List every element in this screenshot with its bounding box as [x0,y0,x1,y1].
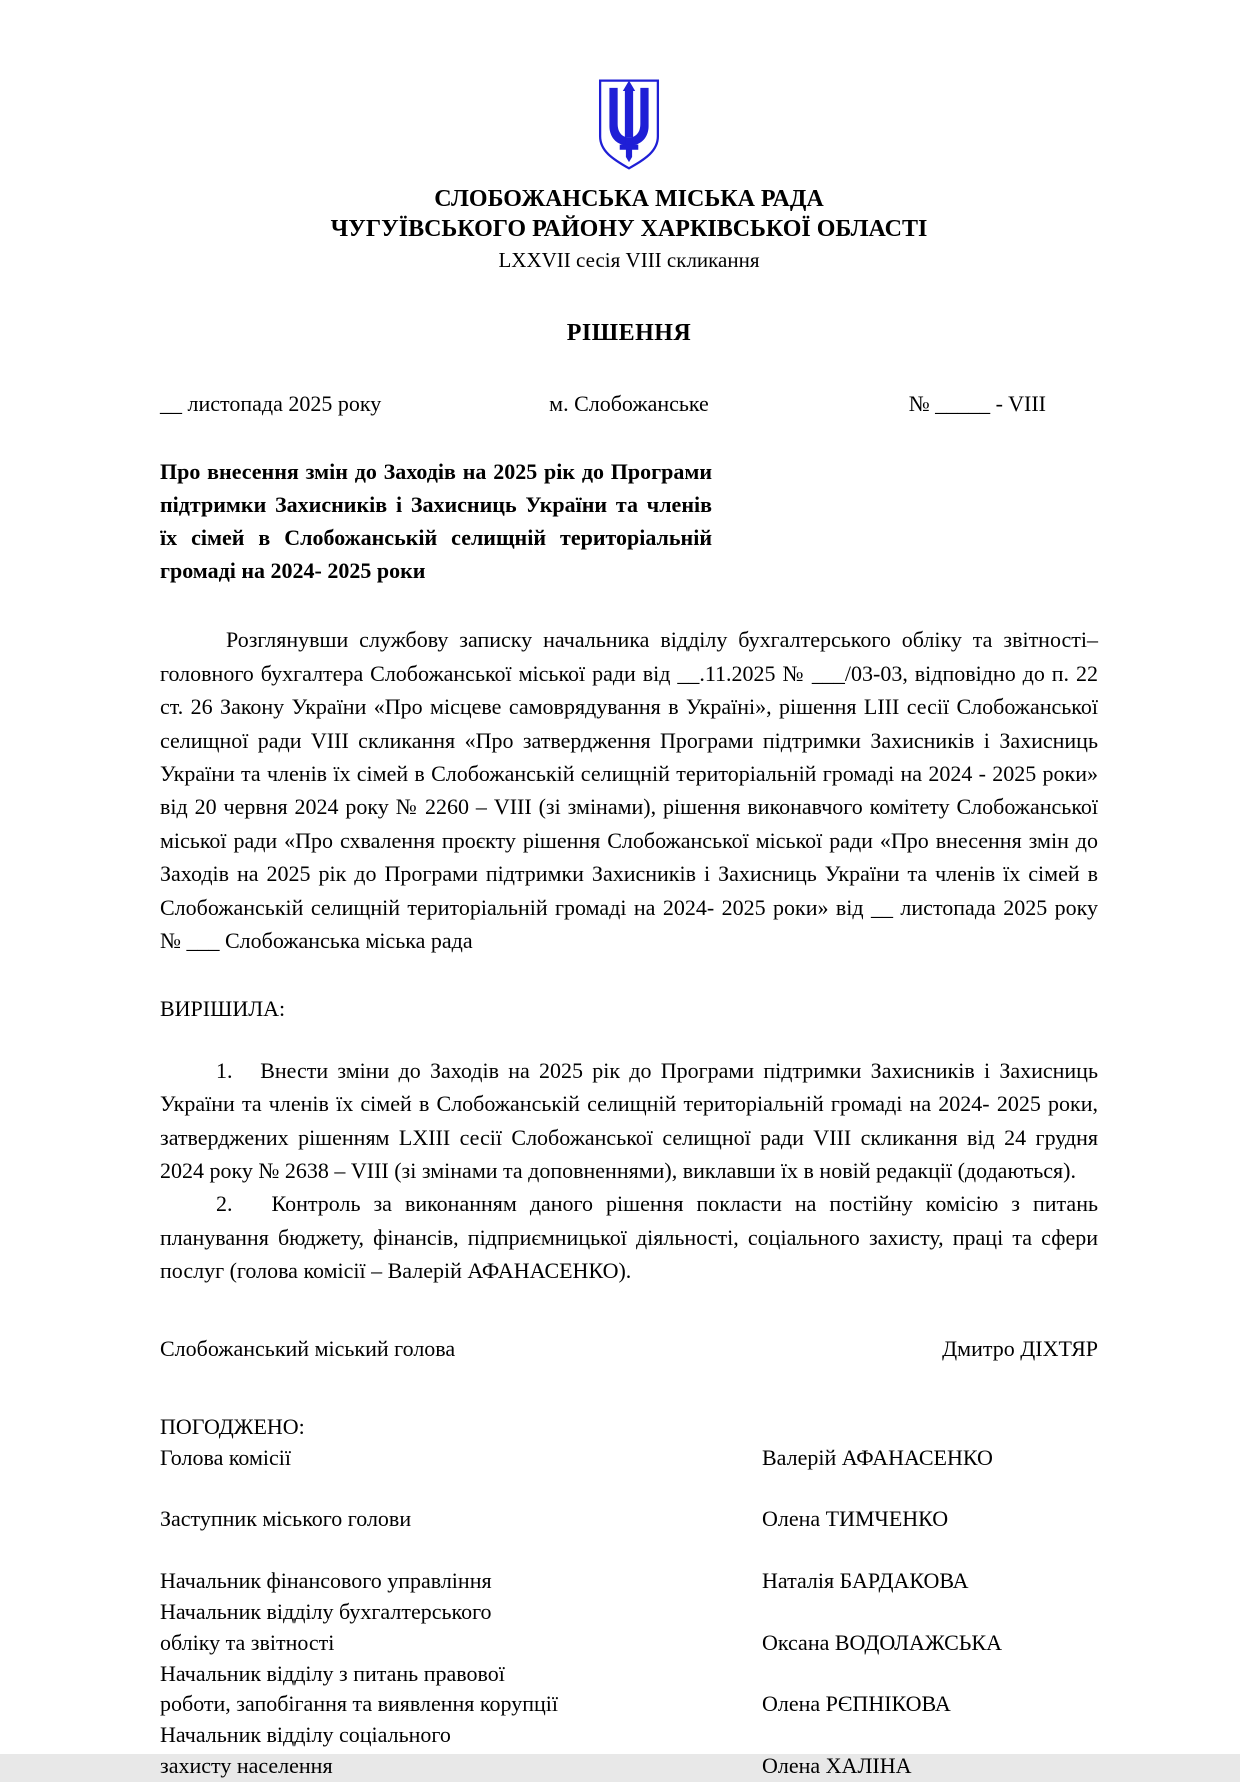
doc-subject: Про внесення змін до Заходів на 2025 рік до Програми підтримки Захисників і Захисниць України та членів їх сімей в Слобожанській селищній територіальній громаді на 2024- 2025 роки [160,459,712,584]
approval-name-vodolazhska: Оксана ВОДОЛАЖСЬКА [762,1629,1002,1655]
approval-label-social-line2: захисту населення [160,1752,333,1778]
resolution-item-1: 1. Внести зміни до Заходів на 2025 рік до Програми підтримки Захисників і Захисниць України та членів їх сімей в Слобожанській селищній територіальній громаді на 2024- 2025 роки, затверджених рішенням LXIII сесії Слобожанської селищної ради VIII скликання від 24 грудня 2024 року № 2638 – VIII (зі змінами та доповненнями), виклавши їх в новій редакції (додаються). [160,1057,1098,1183]
date-row [160,391,1098,417]
agreed-label: ПОГОДЖЕНО: [160,1413,305,1439]
approval-name-afanasenko: Валерій АФАНАСЕНКО [762,1444,993,1470]
doc-type-title: РІШЕННЯ [566,320,692,347]
approval-label-legal-line1: Начальник відділу з питань правової [160,1660,505,1686]
mayor-title: Слобожанський міський голова [160,1335,456,1361]
emblem-container [160,76,1098,180]
resolution-items [160,1054,1098,1288]
approval-label-legal-line2: роботи, запобігання та виявлення корупції [160,1691,558,1717]
approval-name-bardakova: Наталія БАРДАКОВА [762,1568,969,1594]
approval-row-social [160,1720,1098,1782]
approval-label-accounting-line1: Начальник відділу бухгалтерського [160,1598,492,1624]
approval-name-riepnikova: Олена РЄПНІКОВА [762,1691,951,1717]
approval-row-finance [160,1566,1098,1597]
doc-date: __ листопада 2025 року [160,391,382,417]
approval-label-accounting-line2: обліку та звітності [160,1629,335,1655]
approval-label-finance: Начальник фінансового управління [160,1568,492,1594]
approval-row-zastupnyk [160,1504,1098,1535]
mayor-name: Дмитро ДІХТЯР [942,1335,1098,1361]
ukraine-trident-icon [596,76,662,174]
approval-row-accounting [160,1597,1098,1659]
approval-row-komisia [160,1443,1098,1474]
org-name-line2: ЧУГУЇВСЬКОГО РАЙОНУ ХАРКІВСЬКОЇ ОБЛАСТІ [330,216,928,242]
approval-name-khalina: Олена ХАЛІНА [762,1752,912,1778]
approvals-list [160,1443,1098,1782]
doc-number: № _____ - VIII [908,391,1046,417]
approval-name-tymchenko: Олена ТИМЧЕНКО [762,1506,949,1532]
approval-label-social-line1: Начальник відділу соціального [160,1722,451,1748]
approval-label-komisia: Голова комісії [160,1444,292,1470]
approval-row-legal [160,1659,1098,1721]
resolution-item-2: 2. Контроль за виконанням даного рішення покласти на постійну комісію з питань планування бюджету, фінансів, підприємницької діяльності, соціального захисту, праці та сфери послуг (голова комісії – Валерій АФАНАСЕНКО). [160,1191,1098,1284]
approval-label-zastupnyk: Заступник міського голови [160,1506,412,1532]
org-name-line1: СЛОБОЖАНСЬКА МІСЬКА РАДА [434,186,824,212]
mayor-signature-row [160,1336,1098,1362]
resolved-label: ВИРІШИЛА: [160,995,286,1021]
doc-place: м. Слобожанське [549,391,709,417]
session-line: LXXVII сесія VIII скликання [498,248,760,272]
preamble-paragraph: Розглянувши службову записку начальника відділу бухгалтерського обліку та звітності– головного бухгалтера Слобожанської міської ради від __.11.2025 № ___/03-03, відповідно до п. 22 ст. 26 Закону України «Про місцеве самоврядування в Україні», рішення LІІІ сесії Слобожанської селищної ради VIII скликання «Про затвердження Програми підтримки Захисників і Захисниць України та членів їх сімей в Слобожанській селищній територіальній громаді на 2024 - 2025 роки» від 20 червня 2024 року № 2260 – VIII (зі змінами), рішення виконавчого комітету Слобожанської міської ради «Про схвалення проєкту рішення Слобожанської міської ради «Про внесення змін до Заходів на 2025 рік до Програми підтримки Захисників і Захисниць України та членів їх сімей в Слобожанській селищній територіальній громаді на 2024- 2025 роки» від __ листопада 2025 року № ___ Слобожанська міська рада [160,627,1098,954]
